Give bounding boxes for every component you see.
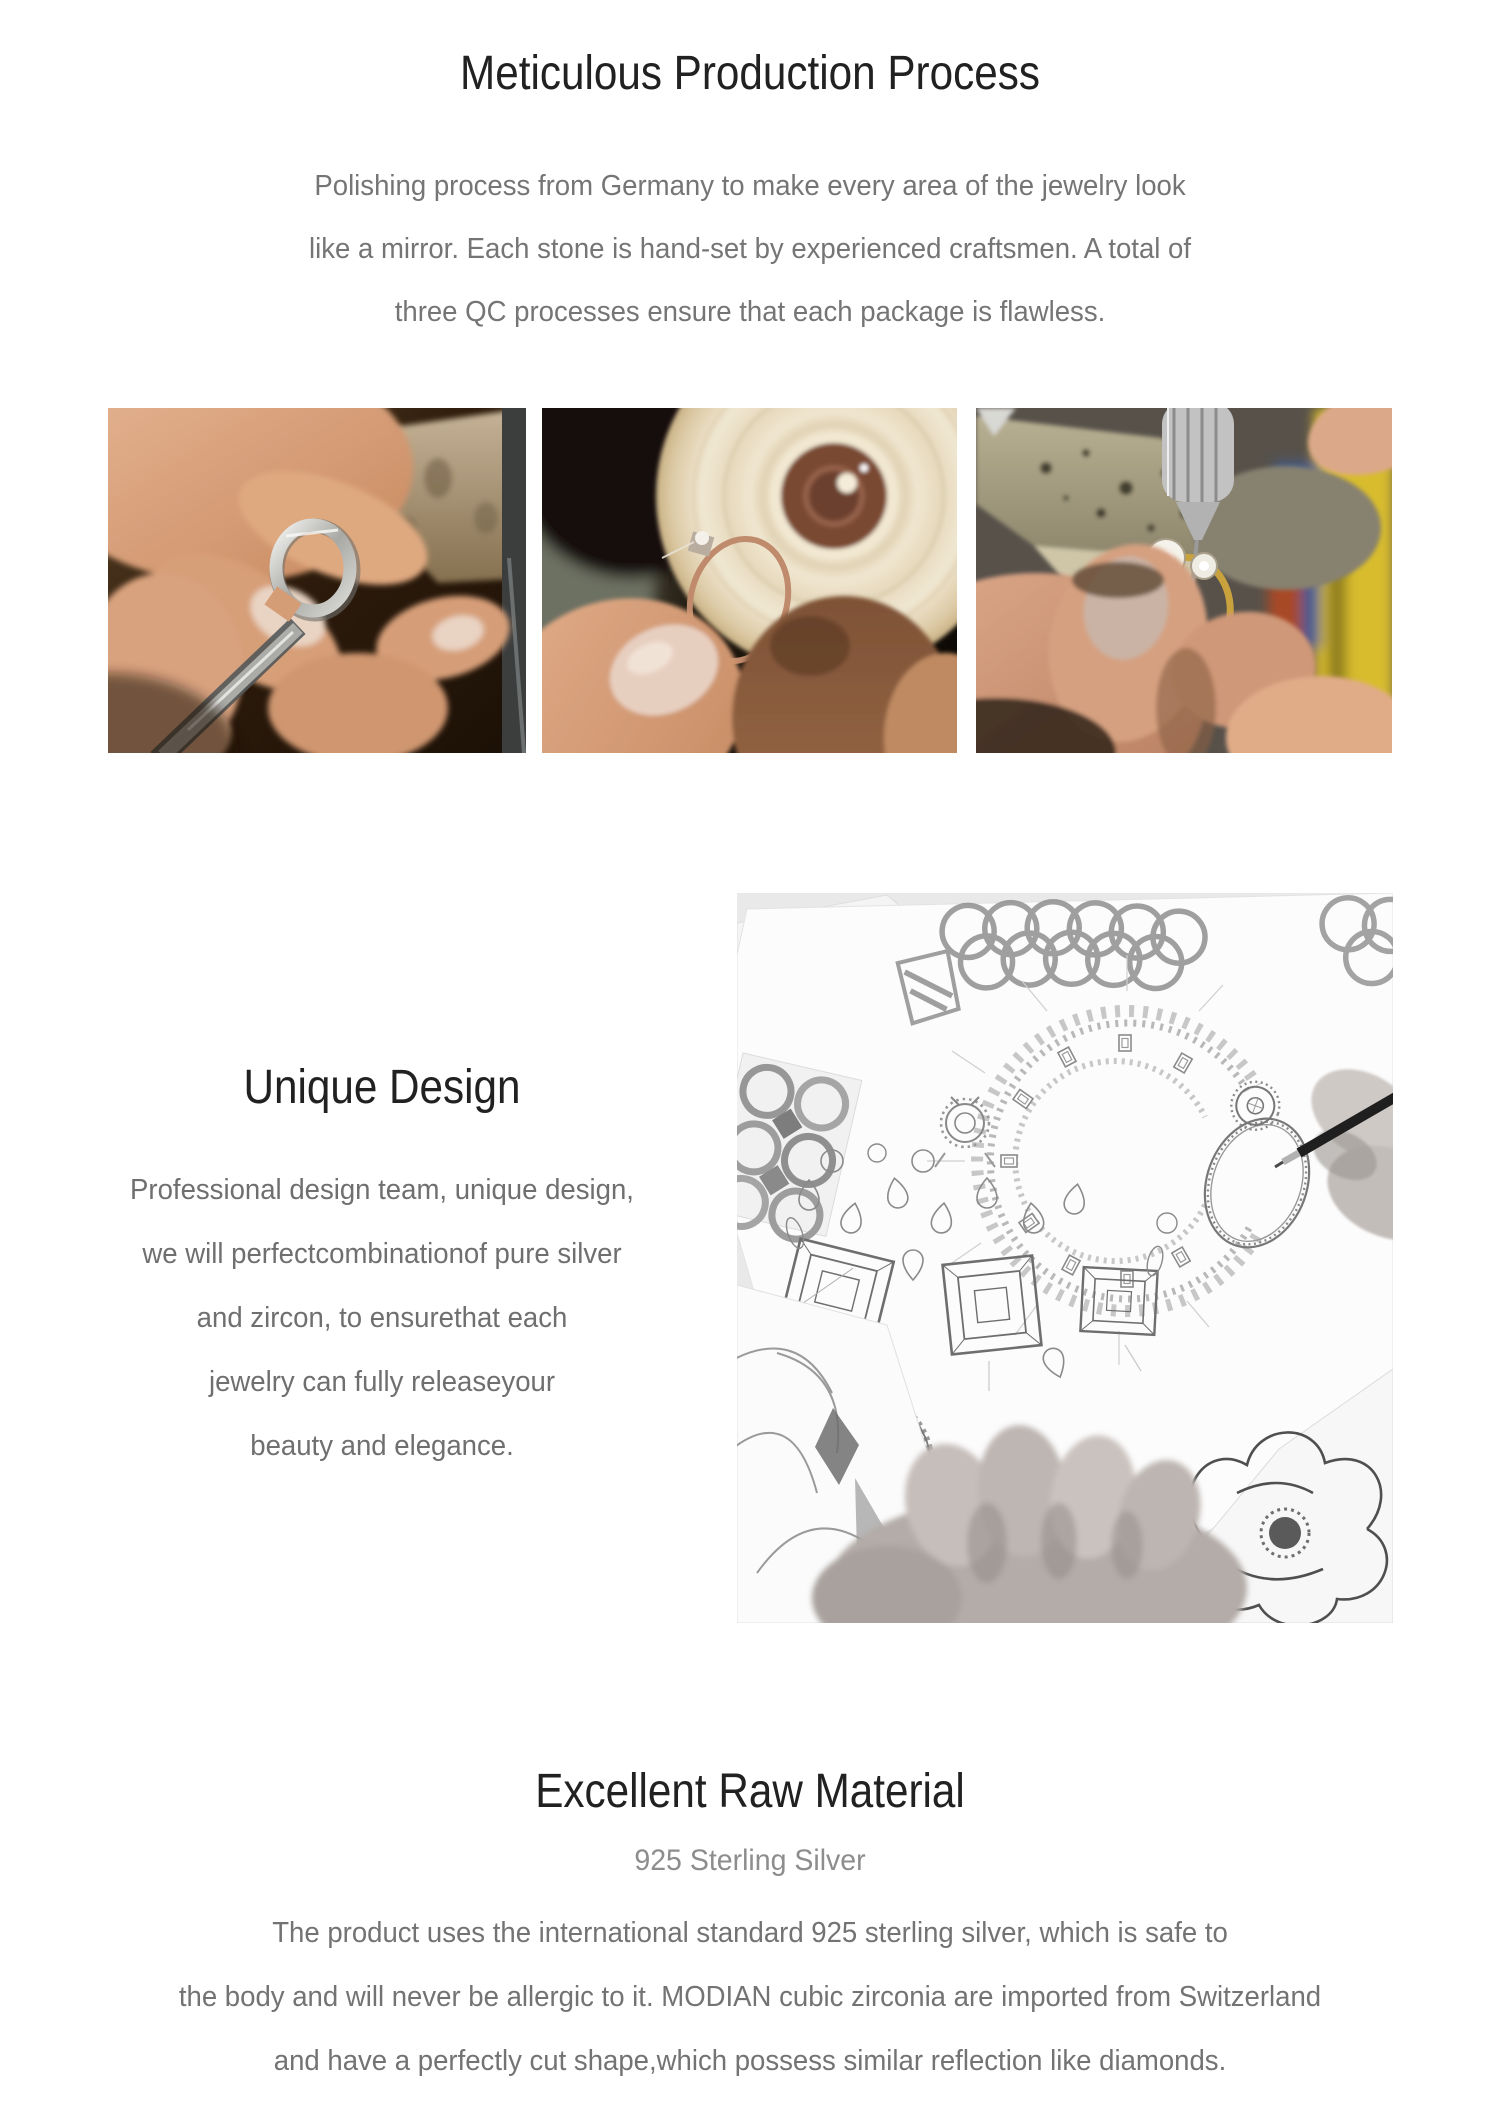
- paragraph-line: Professional design team, unique design,: [130, 1174, 634, 1206]
- photo-filing-ring: [108, 408, 526, 753]
- material-subtitle: 925 Sterling Silver: [634, 1844, 866, 1877]
- photo-polishing-ring-art: [542, 408, 957, 753]
- paragraph-line: three QC processes ensure that each package is flawless.: [394, 296, 1106, 328]
- paragraph-line: The product uses the international standard 925 sterling silver, which is safe to: [272, 1917, 1228, 1949]
- paragraph-line: Polishing process from Germany to make every area of the jewelry look: [314, 170, 1186, 202]
- photo-stone-setting-art: [976, 408, 1392, 753]
- photo-filing-ring-art: [108, 408, 526, 753]
- section-title-design: Unique Design: [243, 1061, 521, 1114]
- section-title-material: Excellent Raw Material: [535, 1765, 965, 1818]
- paragraph-line: we will perfectcombinationof pure silver: [142, 1238, 622, 1270]
- production-paragraph: [0, 155, 1500, 344]
- design-paragraph: [82, 1158, 682, 1478]
- paragraph-line: and zircon, to ensurethat each: [196, 1302, 568, 1334]
- paragraph-line: like a mirror. Each stone is hand-set by experienced craftsmen. A total of: [308, 233, 1192, 265]
- paragraph-line: the body and will never be allergic to it. MODIAN cubic zirconia are imported from Switzerland: [178, 1981, 1322, 2013]
- paragraph-line: jewelry can fully releaseyour: [208, 1366, 556, 1398]
- photo-design-sketch: [737, 893, 1393, 1623]
- photo-stone-setting: [976, 408, 1392, 753]
- design-sketch-art: [737, 893, 1393, 1623]
- paragraph-line: and have a perfectly cut shape,which possess similar reflection like diamonds.: [273, 2045, 1227, 2077]
- steel-vise: [502, 408, 526, 753]
- paragraph-line: beauty and elegance.: [250, 1430, 514, 1462]
- section-title-production: Meticulous Production Process: [460, 47, 1040, 100]
- material-paragraph: [0, 1901, 1500, 2093]
- photo-polishing-ring: [542, 408, 957, 753]
